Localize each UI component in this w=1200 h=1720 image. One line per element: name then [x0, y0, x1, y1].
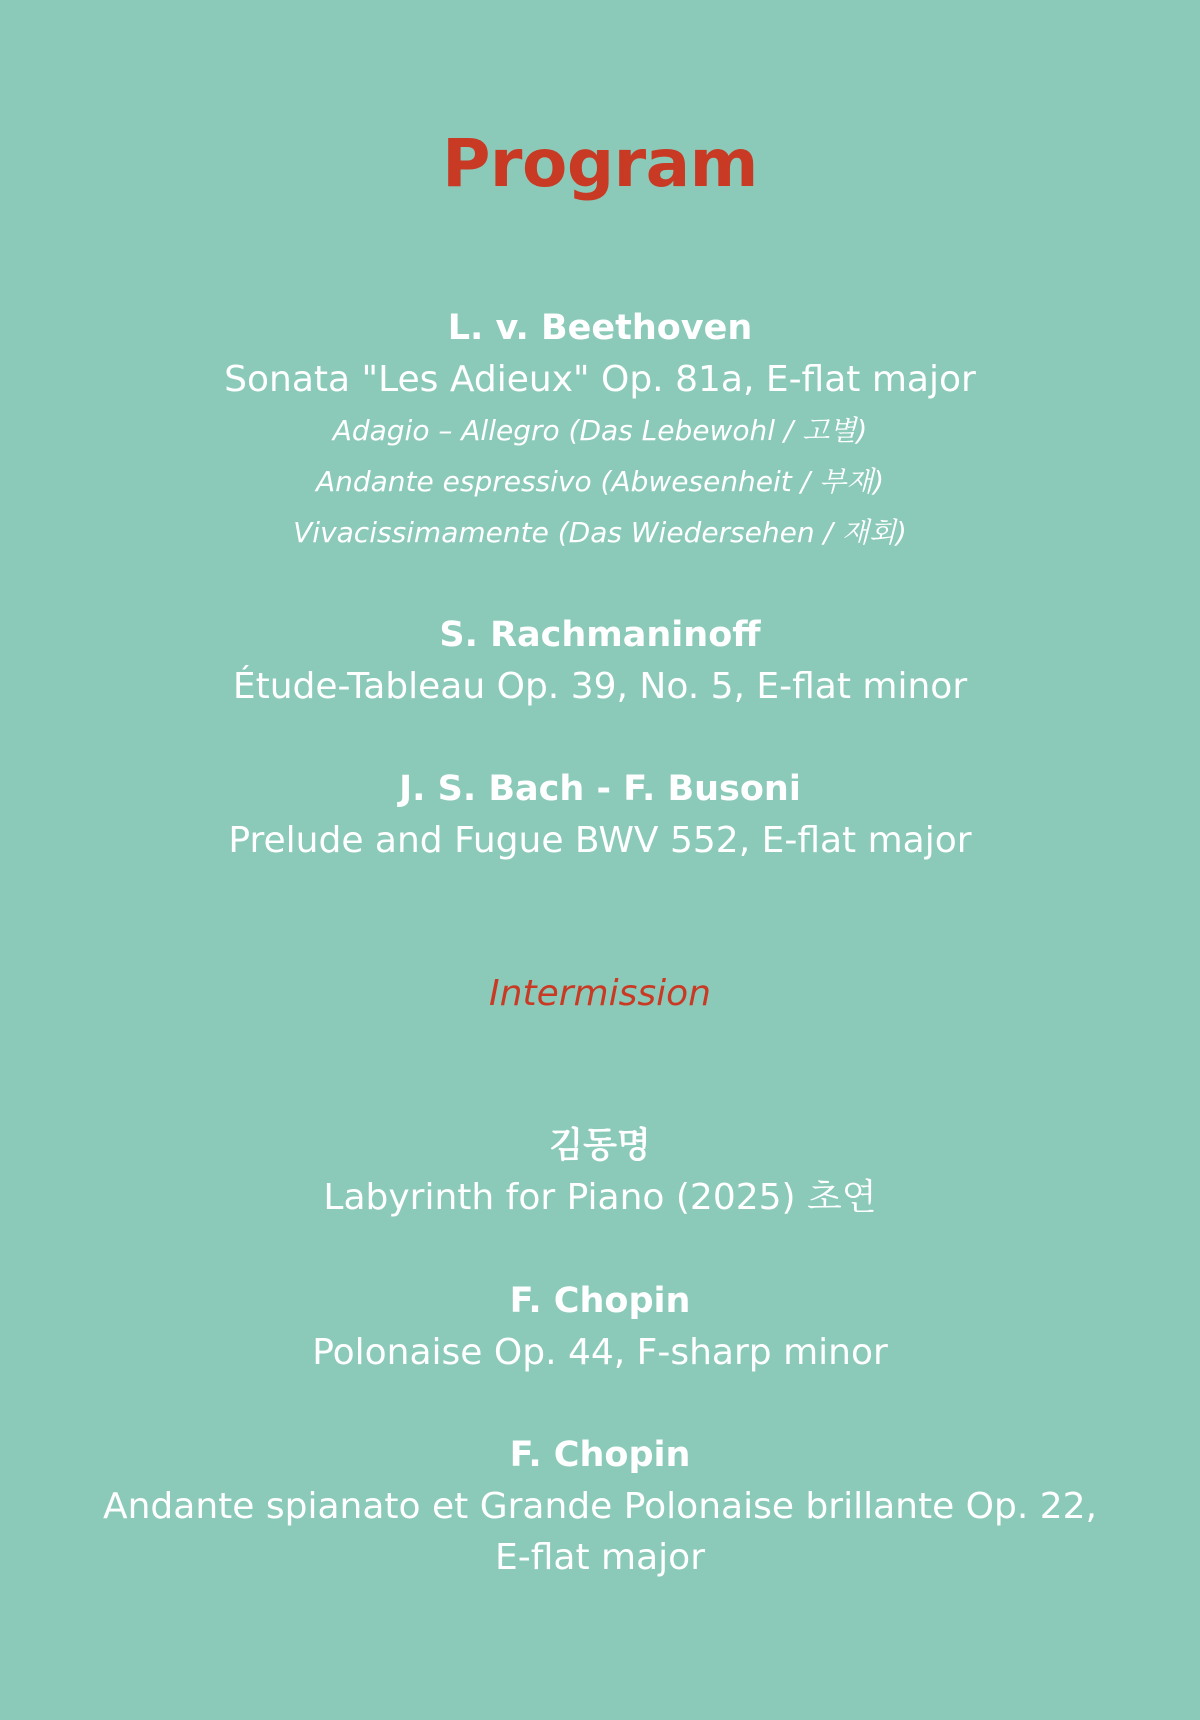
composer-name: F. Chopin — [509, 1435, 691, 1475]
program-item-bach-busoni — [0, 763, 1200, 866]
program-item-chopin-andante-spianato — [0, 1429, 1200, 1583]
program-item-beethoven — [0, 302, 1200, 558]
composer-name: J. S. Bach - F. Busoni — [399, 769, 801, 809]
page-title: Program — [442, 125, 758, 202]
composer-name: S. Rachmaninoff — [439, 615, 761, 655]
work-title-line-1: Andante spianato et Grande Polonaise brillante Op. 22, — [102, 1486, 1097, 1527]
movement-1: Adagio – Allegro (Das Lebewohl / 고별) — [332, 414, 868, 447]
composer-name: L. v. Beethoven — [447, 308, 753, 348]
work-title: Prelude and Fugue BWV 552, E-flat major — [228, 820, 972, 861]
movement-3: Vivacissimamente (Das Wiedersehen / 재회) — [293, 516, 907, 549]
intermission-label: Intermission — [489, 973, 711, 1014]
program-item-rachmaninoff — [0, 609, 1200, 712]
composer-name: F. Chopin — [509, 1281, 691, 1321]
composer-name: 김동명 — [549, 1126, 651, 1166]
work-title-line-2: E-flat major — [495, 1537, 705, 1578]
movement-2: Andante espressivo (Abwesenheit / 부재) — [315, 465, 885, 498]
work-title: Étude-Tableau Op. 39, No. 5, E-flat minor — [232, 666, 968, 707]
work-title: Polonaise Op. 44, F-sharp minor — [312, 1332, 888, 1373]
work-title: Sonata "Les Adieux" Op. 81a, E-flat major — [224, 359, 976, 400]
program-item-chopin-polonaise — [0, 1275, 1200, 1378]
program-item-kim-dongmyung — [0, 1120, 1200, 1223]
work-title: Labyrinth for Piano (2025) 초연 — [323, 1177, 877, 1218]
